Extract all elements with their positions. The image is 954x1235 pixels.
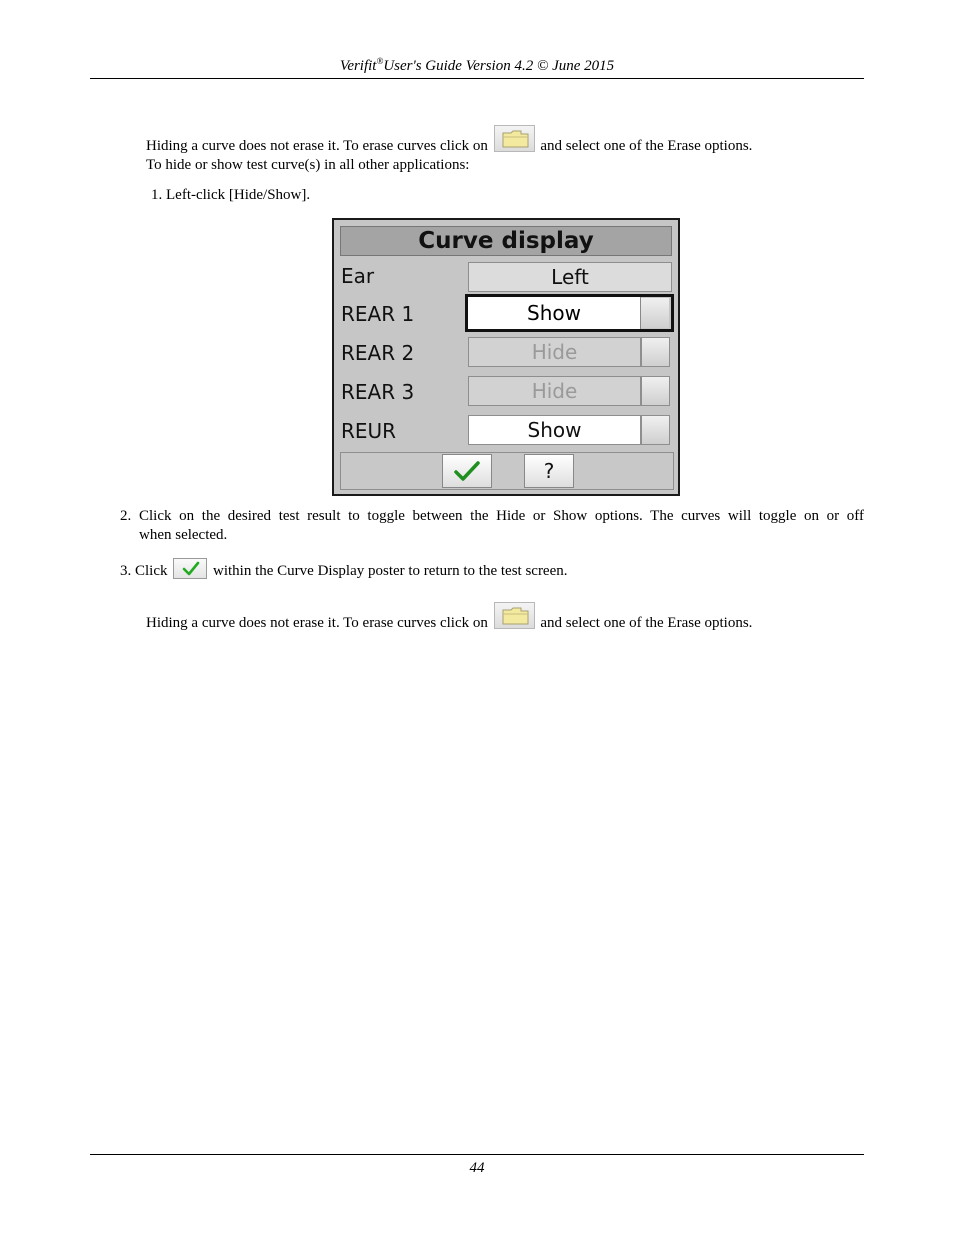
label-rear-2: REAR 2 [341,341,415,365]
rear-2-select[interactable]: Hide [468,337,641,367]
step-3-after: within the Curve Display poster to return to the test screen. [213,563,568,579]
label-reur: REUR [341,419,397,443]
step-1-number: 1. [151,187,163,203]
step-2-line-1: Click on the desired test result to toggle between the Hide or Show options. The curves will toggle on or off [139,508,864,524]
rear-2-dropdown[interactable] [641,337,670,367]
checkmark-icon [182,561,200,576]
header-brand: Verifit [339,58,377,74]
label-rear-3: REAR 3 [341,380,415,404]
hide-show-intro: To hide or show test curve(s) in all other applications: [146,157,470,173]
folder-button[interactable] [494,602,535,629]
step-3-number: 3. [120,563,132,579]
step-1 [151,185,310,205]
label-rear-1: REAR 1 [341,302,415,326]
header-rule [90,78,864,79]
ok-button[interactable] [442,454,492,488]
rear-3-dropdown[interactable] [641,376,670,406]
folder-icon [502,607,529,625]
rear-1-value: Show [468,297,641,329]
erase-note-2-before: Hiding a curve does not erase it. To erase curves click on [146,615,488,631]
erase-note-1-before: Hiding a curve does not erase it. To erase curves click on [146,138,488,154]
erase-note-1 [146,125,752,156]
step-3-before: Click [135,563,168,579]
reur-select[interactable]: Show [468,415,641,445]
step-3 [120,558,568,581]
step-1-text: Left-click [Hide/Show]. [166,187,311,203]
dialog-footer [340,452,674,490]
page-header [90,56,864,76]
header-rest: User's Guide Version 4.2 © June 2015 [383,58,615,74]
page-number: 44 [469,1160,485,1176]
checkmark-icon [454,460,480,482]
step-2-number: 2. [120,508,132,524]
reur-dropdown[interactable] [641,415,670,445]
dialog-title: Curve display [340,226,672,256]
curve-display-dialog [332,218,680,496]
folder-icon [502,130,529,148]
ear-field[interactable]: Left [468,262,672,292]
label-ear: Ear [341,264,375,288]
step-2-line-2: when selected. [139,527,228,543]
erase-note-2 [146,602,752,633]
check-button[interactable] [173,558,207,579]
footer-rule [90,1154,864,1155]
erase-note-2-after: and select one of the Erase options. [540,615,753,631]
rear-3-select[interactable]: Hide [468,376,641,406]
erase-note-1-after: and select one of the Erase options. [540,138,753,154]
header-registered: ® [376,56,384,66]
help-button[interactable]: ? [524,454,574,488]
folder-button[interactable] [494,125,535,152]
rear-1-dropdown[interactable] [640,298,669,328]
